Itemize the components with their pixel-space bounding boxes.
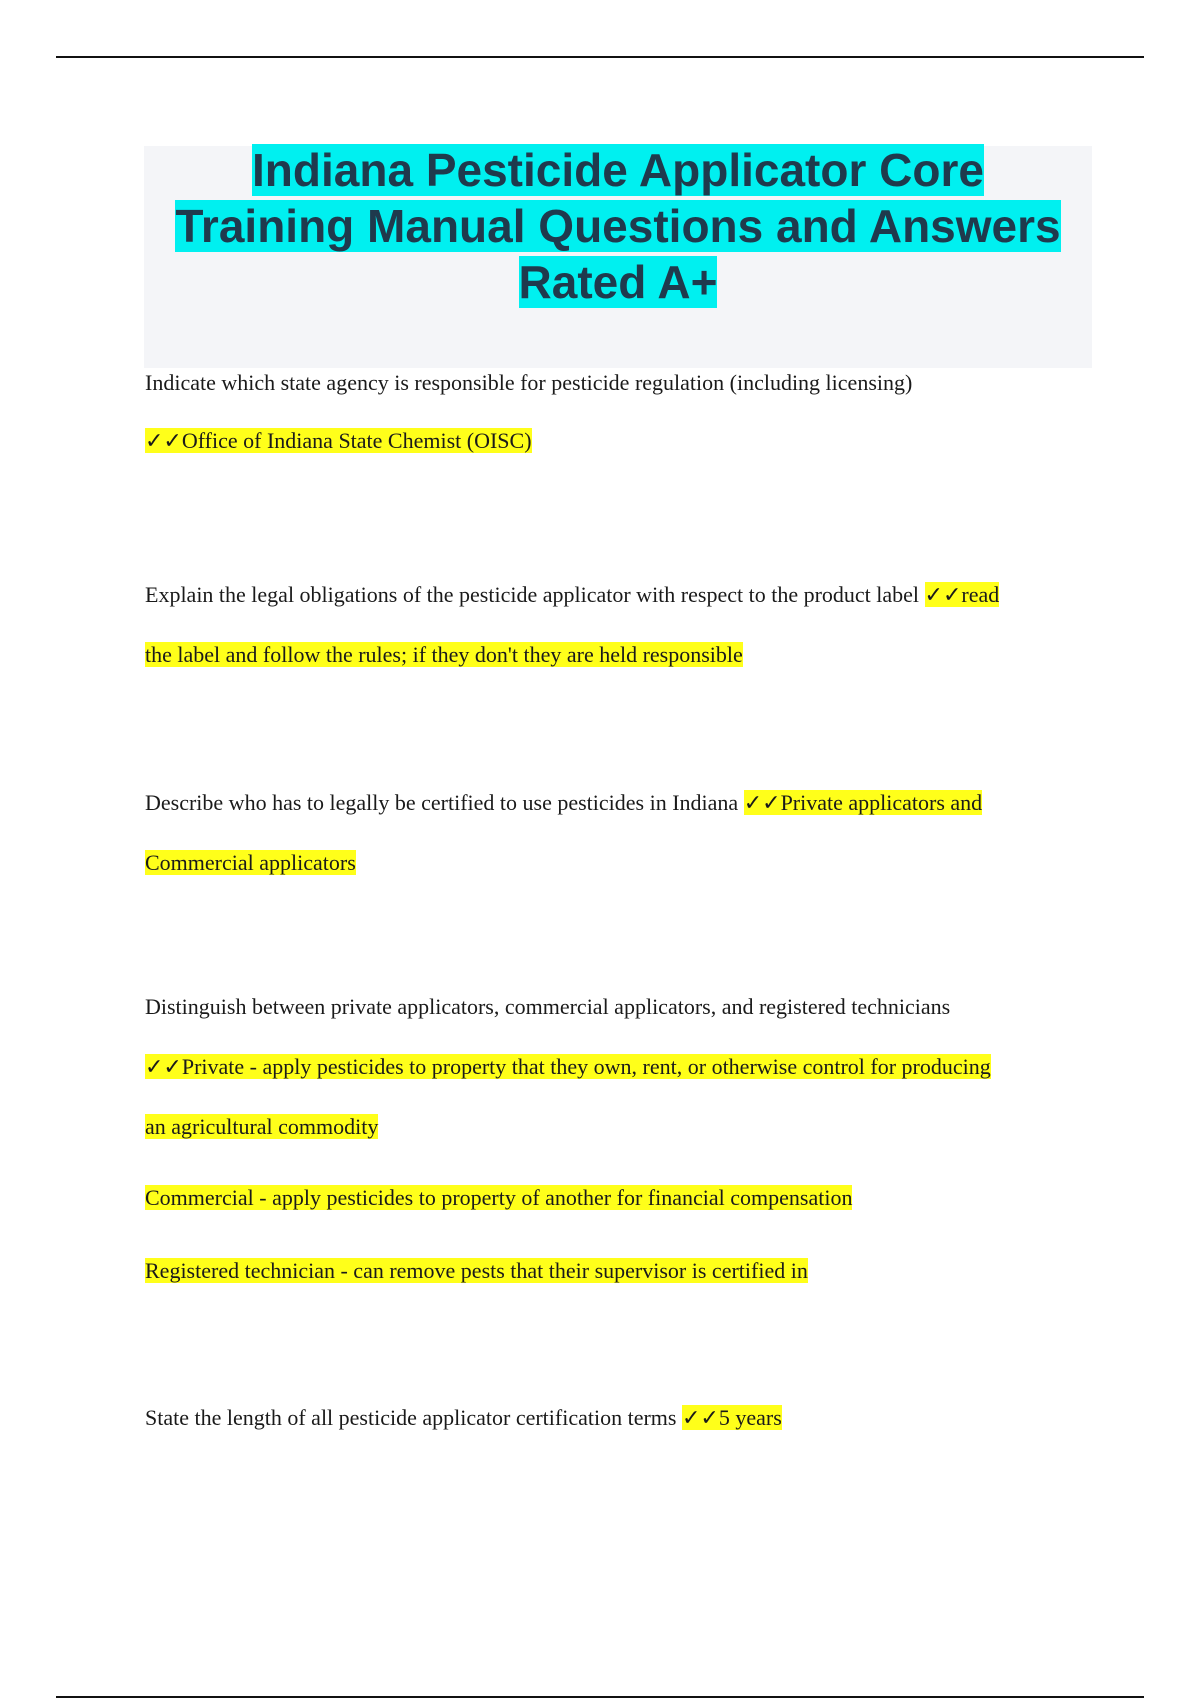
answer-3: [145, 848, 356, 878]
answer-1: [145, 426, 532, 456]
answer-4-text-1: ✓✓Private - apply pesticides to property that they own, rent, or otherwise control for producing: [145, 1054, 991, 1079]
answer-2: [145, 640, 743, 670]
question-3: Describe who has to legally be certified to use pesticides in Indiana: [145, 790, 739, 815]
title-line-1: Indiana Pesticide Applicator Core: [252, 144, 984, 196]
answer-4-text-2: an agricultural commodity: [145, 1114, 379, 1139]
title-line-3: Rated A+: [518, 256, 718, 308]
answer-4-text-3: Commercial - apply pesticides to property of another for financial compensation: [145, 1185, 853, 1210]
question-2: Explain the legal obligations of the pesticide applicator with respect to the product label: [145, 582, 920, 607]
answer-4-text-4: Registered technician - can remove pests that their supervisor is certified in: [145, 1258, 808, 1283]
question-5: State the length of all pesticide applicator certification terms: [145, 1405, 677, 1430]
document-title: [144, 142, 1092, 310]
header-rule: [56, 56, 1144, 58]
answer-4-line-2: [145, 1112, 378, 1142]
answer-4-line-4: [145, 1256, 808, 1286]
answer-3-start: ✓✓Private applicators and: [743, 790, 983, 815]
question-5-line: [145, 1403, 782, 1433]
footer-rule: [56, 1696, 1144, 1698]
question-4: Distinguish between private applicators, commercial applicators, and registered technicians: [145, 994, 951, 1019]
question-1: Indicate which state agency is responsible for pesticide regulation (including licensing): [145, 370, 913, 395]
answer-3-text: Commercial applicators: [145, 850, 356, 875]
answer-2-start: ✓✓read: [924, 582, 1000, 607]
answer-4-line-1: [145, 1052, 991, 1082]
answer-4-line-3: [145, 1183, 852, 1213]
title-line-2: Training Manual Questions and Answers: [175, 200, 1061, 252]
answer-1-text: ✓✓Office of Indiana State Chemist (OISC): [145, 428, 532, 453]
question-2-line: [145, 580, 999, 610]
answer-2-text: the label and follow the rules; if they don't they are held responsible: [145, 642, 743, 667]
question-3-line: [145, 788, 982, 818]
answer-5: ✓✓5 years: [681, 1405, 782, 1430]
